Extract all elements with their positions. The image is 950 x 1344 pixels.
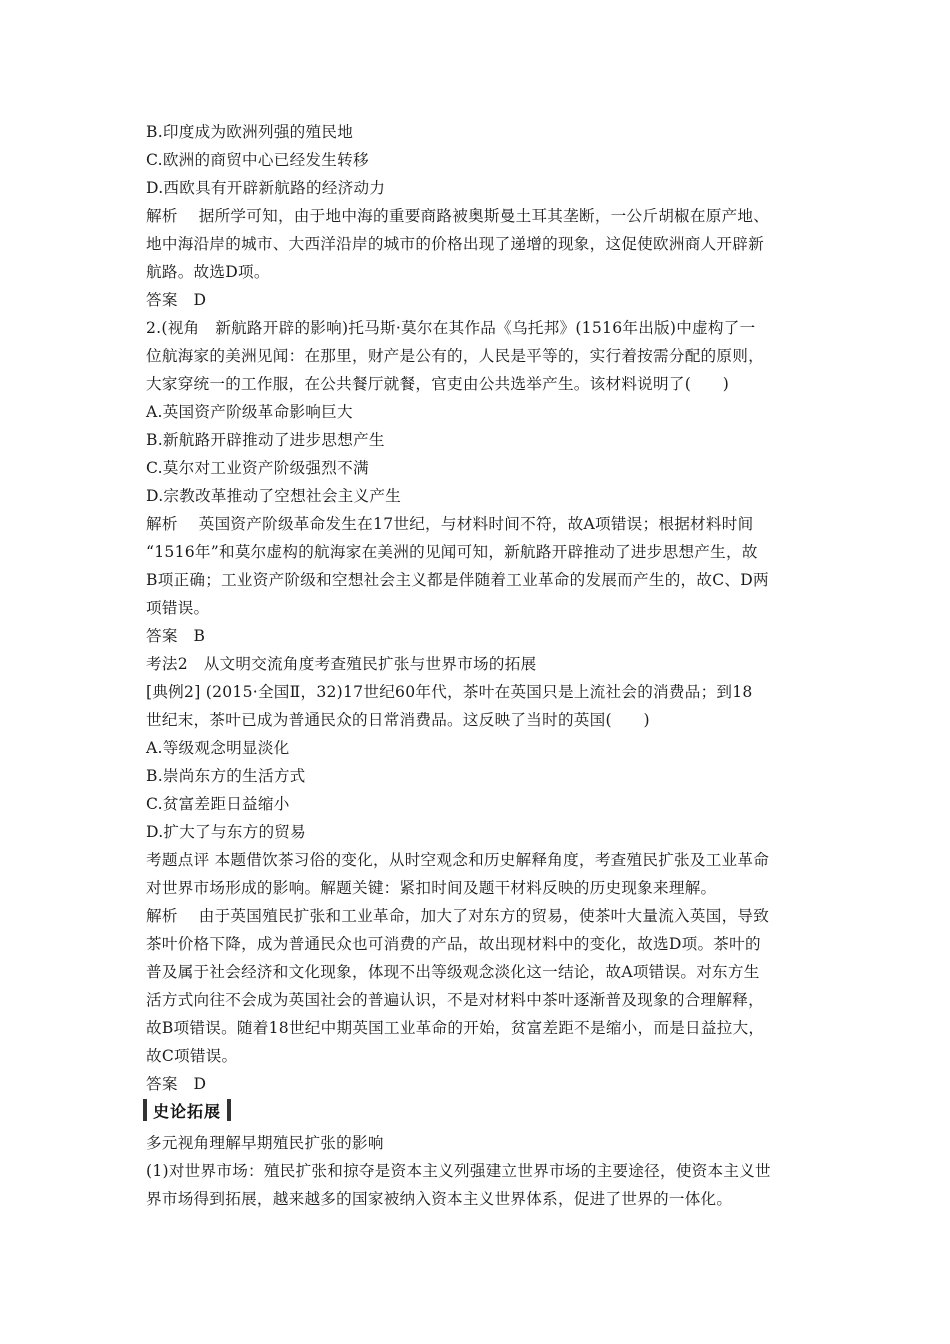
option-b-line: B.新航路开辟推动了进步思想产生	[146, 431, 385, 449]
analysis-line: B项正确；工业资产阶级和空想社会主义都是伴随着工业革命的发展而产生的，故C、D两	[146, 571, 769, 589]
analysis-line: 茶叶价格下降，成为普通民众也可消费的产品，故出现材料中的变化，故选D项。茶叶的	[146, 935, 761, 953]
section-heading	[143, 1097, 231, 1123]
question-line: 位航海家的美洲见闻：在那里，财产是公有的，人民是平等的，实行着按需分配的原则，	[146, 347, 764, 365]
analysis-line: 项错误。	[146, 599, 210, 617]
option-c-line: C.莫尔对工业资产阶级强烈不满	[146, 459, 369, 477]
comment-line: 考题点评 本题借饮茶习俗的变化，从时空观念和历史解释角度，考查殖民扩张及工业革命	[146, 851, 770, 869]
heading-bar-right	[227, 1099, 231, 1121]
option-d-line: D.宗教改革推动了空想社会主义产生	[146, 487, 402, 505]
option-c-line: C.贫富差距日益缩小	[146, 795, 290, 813]
analysis-line: “1516年”和莫尔虚构的航海家在美洲的见闻可知，新航路开辟推动了进步思想产生，故	[146, 543, 758, 561]
question-line: 大家穿统一的工作服，在公共餐厅就餐，官吏由公共选举产生。该材料说明了( )	[146, 375, 730, 393]
option-b-line: B.印度成为欧洲列强的殖民地	[146, 123, 354, 141]
body-paragraph-line: 界市场得到拓展，越来越多的国家被纳入资本主义世界体系，促进了世界的一体化。	[146, 1190, 733, 1208]
option-c-line: C.欧洲的商贸中心已经发生转移	[146, 151, 369, 169]
analysis-line: 故C项错误。	[146, 1047, 238, 1065]
option-b-line: B.崇尚东方的生活方式	[146, 767, 306, 785]
option-a-line: A.等级观念明显淡化	[146, 739, 290, 757]
answer-line: 答案 D	[146, 291, 207, 309]
section-heading-label: 史论拓展	[153, 1101, 222, 1121]
option-a-line: A.英国资产阶级革命影响巨大	[146, 403, 353, 421]
heading-bar-left	[143, 1099, 147, 1121]
answer-line: 答案 D	[146, 1075, 207, 1093]
analysis-line: 普及属于社会经济和文化现象，体现不出等级观念淡化这一结论，故A项错误。对东方生	[146, 963, 760, 981]
comment-line: 对世界市场形成的影响。解题关键：紧扣时间及题干材料反映的历史现象来理解。	[146, 879, 717, 897]
example-question-line: 世纪末，茶叶已成为普通民众的日常消费品。这反映了当时的英国( )	[146, 711, 650, 729]
question-line: 2.(视角 新航路开辟的影响)托马斯·莫尔在其作品《乌托邦》(1516年出版)中虚构了一	[146, 319, 756, 337]
body-paragraph-line: (1)对世界市场：殖民扩张和掠夺是资本主义列强建立世界市场的主要途径，使资本主义世	[146, 1162, 771, 1180]
analysis-line: 解析 英国资产阶级革命发生在17世纪，与材料时间不符，故A项错误；根据材料时间	[146, 515, 754, 533]
option-d-line: D.扩大了与东方的贸易	[146, 823, 306, 841]
option-d-line: D.西欧具有开辟新航路的经济动力	[146, 179, 386, 197]
example-question-line: [典例2] (2015·全国Ⅱ，32)17世纪60年代，茶叶在英国只是上流社会的消费品；到18	[146, 683, 753, 701]
analysis-line: 解析 由于英国殖民扩张和工业革命，加大了对东方的贸易，使茶叶大量流入英国，导致	[146, 907, 770, 925]
subtopic-title: 多元视角理解早期殖民扩张的影响	[146, 1134, 384, 1152]
method-heading: 考法2 从文明交流角度考查殖民扩张与世界市场的拓展	[146, 655, 537, 673]
analysis-line: 解析 据所学可知，由于地中海的重要商路被奥斯曼土耳其垄断，一公斤胡椒在原产地、	[146, 207, 770, 225]
analysis-line: 航路。故选D项。	[146, 263, 270, 281]
analysis-line: 地中海沿岸的城市、大西洋沿岸的城市的价格出现了递增的现象，这促使欧洲商人开辟新	[146, 235, 764, 253]
answer-line: 答案 B	[146, 627, 206, 645]
analysis-line: 活方式向往不会成为英国社会的普遍认识，不是对材料中茶叶逐渐普及现象的合理解释，	[146, 991, 764, 1009]
analysis-line: 故B项错误。随着18世纪中期英国工业革命的开始，贫富差距不是缩小，而是日益拉大，	[146, 1019, 765, 1037]
